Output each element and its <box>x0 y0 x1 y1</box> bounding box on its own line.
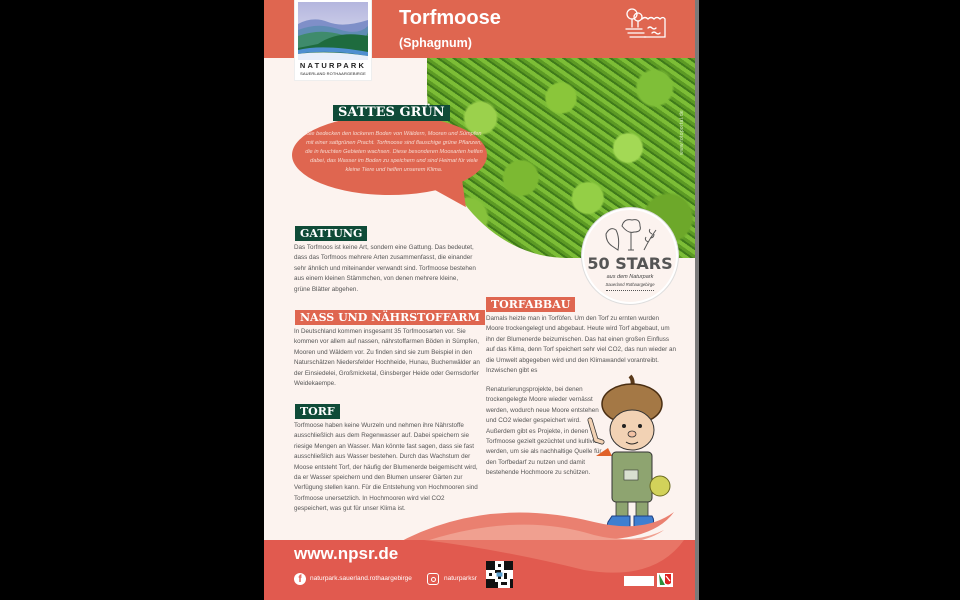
facebook-handle[interactable]: naturpark.sauerland.rothaargebirge <box>310 575 412 582</box>
bird-tree-leaf-icon <box>598 216 662 256</box>
torf-heading: TORF <box>295 404 340 419</box>
moor-landscape-icon <box>624 7 668 41</box>
footer-wave <box>424 540 695 580</box>
instagram-handle[interactable]: naturparksr <box>444 575 477 582</box>
logo-name: NATURPARK <box>299 61 367 70</box>
photo-credit: www.fotoportal.de <box>679 110 685 155</box>
badge-divider <box>606 290 654 291</box>
speech-bubble-tail <box>422 177 466 212</box>
instagram-icon[interactable] <box>427 573 439 585</box>
decorative-swoosh <box>264 500 695 545</box>
badge-line1: aus dem Naturpark <box>606 274 654 280</box>
intro-text: Sie bedecken den lockeren Boden von Wäldern, Mooren und Sümpfen mit einer sattgrünen Pracht. Torfmoose sind flauschige grüne Pflanzen, die in feuchten Gebieten wachsen. Diese besonderen Moosarten helfen dabei, das Wasser im Boden zu speichern und sind Heimat für viele kleine Tiere und helfen unserem Klima. <box>305 131 483 173</box>
landscape-logo-icon <box>298 2 368 60</box>
nrw-coat-of-arms-icon <box>657 573 673 587</box>
facebook-icon[interactable]: f <box>294 573 306 585</box>
intro-heading: SATTES GRÜN <box>333 105 450 121</box>
naturpark-logo <box>295 0 371 80</box>
gattung-heading: GATTUNG <box>295 226 367 241</box>
page-title: Torfmoose <box>399 7 501 29</box>
torfabbau-text-bottom: Renaturierungsprojekte, bei denen trockengelegte Moore wieder vernässt werden, wodurch neue Moore entstehen und CO2 wieder gespeichert wird. Außerdem gibt es Projekte, in denen Torfmoose gezielt gezüchtet und kultiviert werden, um sie als nachhaltige Quelle für den Torfbedarf zu nutzen und damit bestehende Hochmoore zu schützen. <box>486 386 602 477</box>
nrw-crest-icon <box>657 573 673 587</box>
torfabbau-text-top: Damals heizte man in Torföfen. Um den Torf zu ernten wurden Moore trockengelegt und abgebaut. Heute wird Torf abgebaut, um ihn der Blumenerde beizumischen. Das hat einen großen Einfluss auf das Klima, denn Torf speichert sehr viel CO2, das nun wieder an die Umwelt abgegeben wird und den Klimawandel vorantreibt. Inzwischen gibt es <box>486 315 676 375</box>
badge-title: 50 STARS <box>587 254 673 273</box>
poster <box>264 0 695 600</box>
nass-heading: NASS UND NÄHRSTOFFARM <box>295 310 485 325</box>
badge-line2: Sauerland Rothaargebirge <box>605 282 655 287</box>
nass-text: In Deutschland kommen insgesamt 35 Torfmoosarten vor. Sie kommen vor allem auf nassen, nährstoffarmen Böden in Sümpfen, Mooren und Wäldern vor. Zu finden sind sie zum Beispiel in den Naturschätzen Niedersfelder Hochheide, Hunau, Buchenwälder an der Einsiedelei, Großmicketal, Ginsberger Heide oder Gernsdorfer Weidekaempe. <box>294 328 480 388</box>
page-edge-right <box>695 0 699 600</box>
ministry-logo <box>624 576 654 586</box>
fifty-stars-badge <box>582 208 678 304</box>
qr-code[interactable] <box>486 561 513 588</box>
website-link[interactable]: www.npsr.de <box>294 544 399 563</box>
torf-text: Torfmoose haben keine Wurzeln und nehmen ihre Nährstoffe ausschließlich aus dem Regenwasser auf. Dabei speichern sie riesige Mengen an Wasser. Man könnte fast sagen, dass sie fast ausschließlich aus Wasser bestehen. Durch das Wachstum der Moose entsteht Torf, der häufig der Blumenerde beigemischt wird, da er Wasser speichern und den Blumen unserer Gärten zur Verfügung stellen kann. Für die Entstehung von Hochmooren sind Torfmoose unersetzlich. In Hochmooren wird viel CO2 gespeichert, was gut für unser Klima ist. <box>294 422 478 513</box>
gattung-text: Das Torfmoos ist keine Art, sondern eine Gattung. Das bedeutet, dass das Torfmoos mehrere Arten zusammenfasst, die einander sehr ähnlich und miteinander verwandt sind. Torfmoose bestehen aus einem kleinen Stämmchen, von denen mehrere kleine, grüne Blätter abgehen. <box>294 244 476 293</box>
qr-code-icon <box>486 561 513 588</box>
page-subtitle: (Sphagnum) <box>399 36 472 50</box>
torfabbau-heading: TORFABBAU <box>486 297 575 312</box>
logo-subname: SAUERLAND ROTHAARGEBIRGE <box>300 71 366 76</box>
